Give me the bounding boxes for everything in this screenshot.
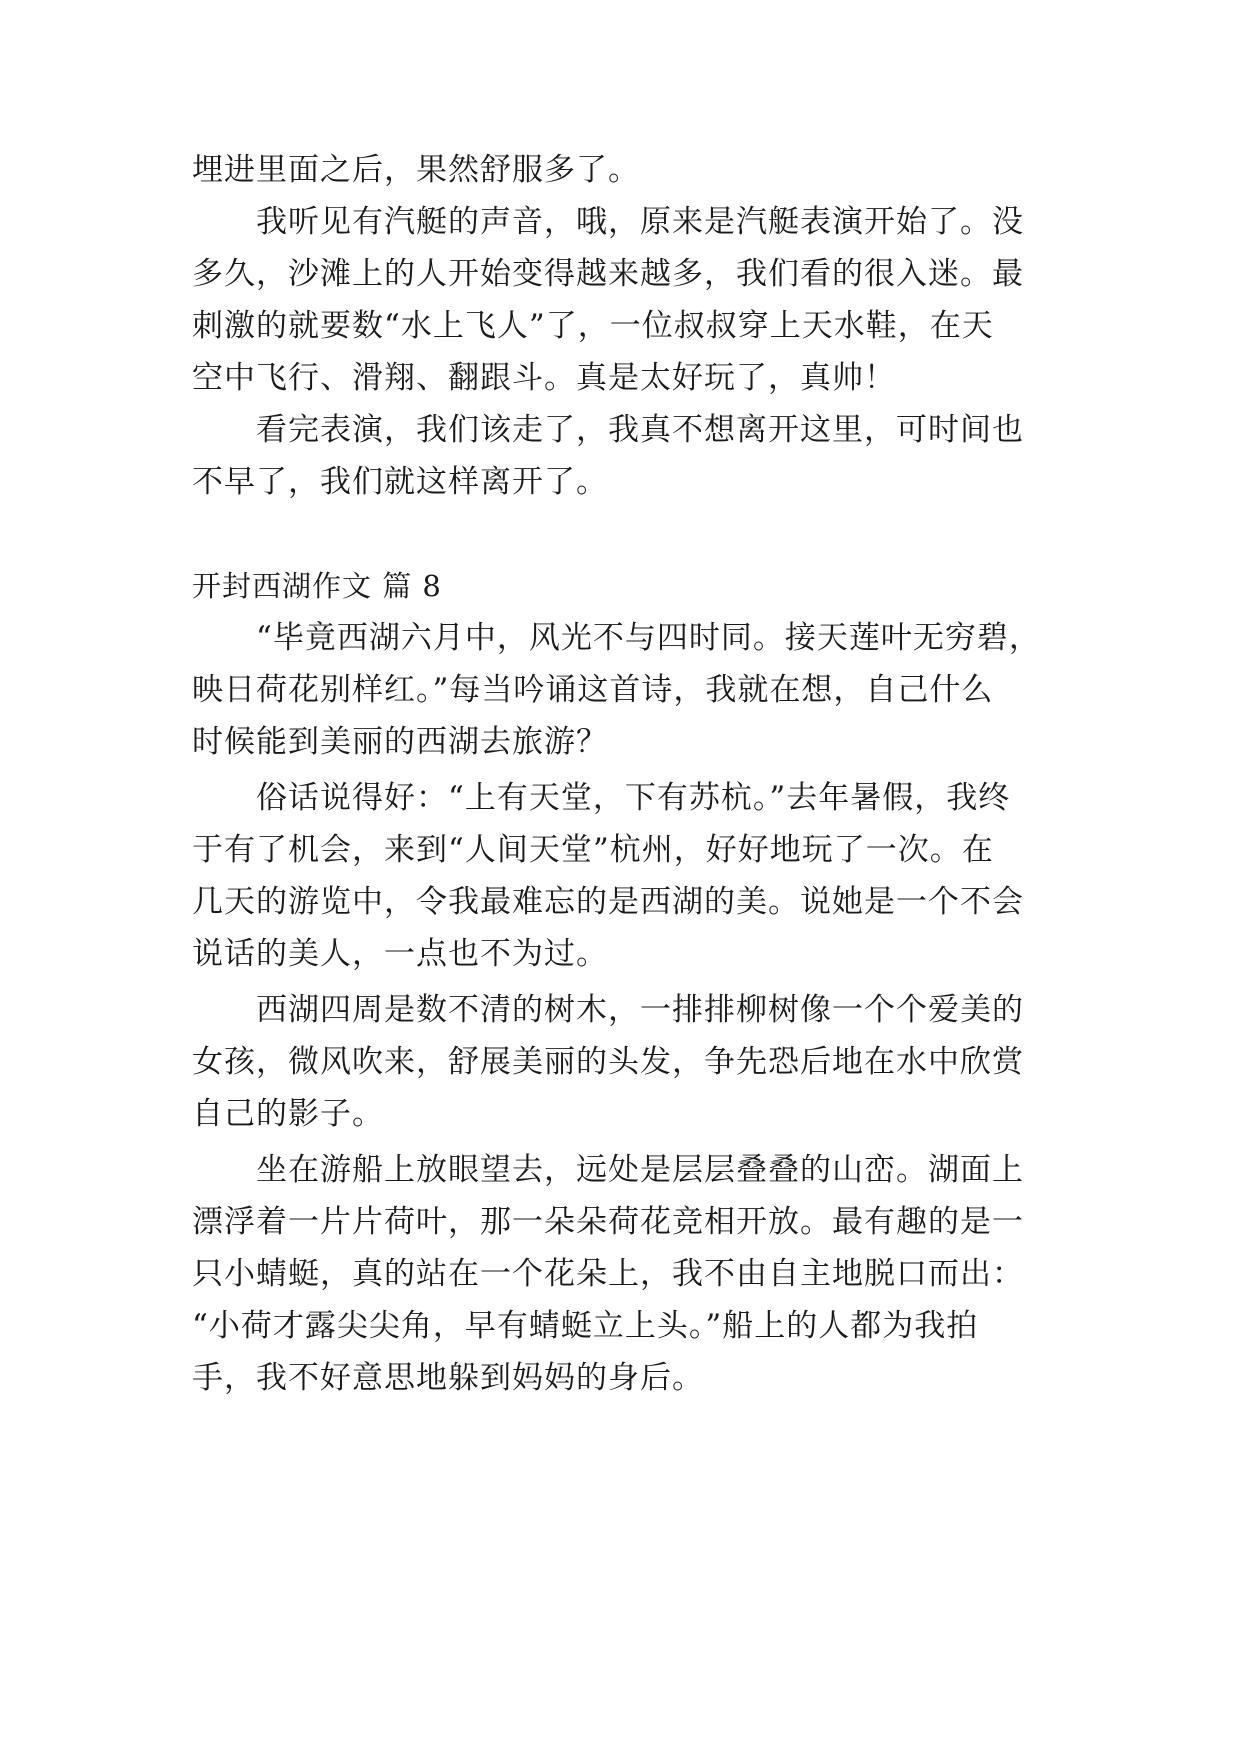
text-line: “毕竟西湖六月中，风光不与四时同。接天莲叶无穷碧， [192, 620, 1041, 656]
text-line: 埋进里面之后，果然舒服多了。 [192, 152, 640, 188]
text-line: 时候能到美丽的西湖去旅游？ [192, 724, 608, 760]
text-line: 映日荷花别样红。”每当吟诵这首诗，我就在想，自己什么 [192, 672, 994, 708]
text-line: 坐在游船上放眼望去，远处是层层叠叠的山峦。湖面上 [192, 1152, 1024, 1188]
text-line: 空中飞行、滑翔、翻跟斗。真是太好玩了，真帅！ [192, 360, 896, 396]
text-line: 于有了机会，来到“人间天堂”杭州，好好地玩了一次。在 [192, 832, 994, 868]
text-line: 俗话说得好：“上有天堂，下有苏杭。”去年暑假，我终 [192, 780, 1011, 816]
text-line: 手，我不好意思地躲到妈妈的身后。 [192, 1360, 704, 1396]
text-line: 几天的游览中，令我最难忘的是西湖的美。说她是一个不会 [192, 884, 1024, 920]
text-line: 看完表演，我们该走了，我真不想离开这里，可时间也 [192, 412, 1024, 448]
text-line: 我听见有汽艇的声音，哦，原来是汽艇表演开始了。没 [192, 204, 1024, 240]
text-line: 自己的影子。 [192, 1096, 384, 1132]
text-line: 女孩，微风吹来，舒展美丽的头发，争先恐后地在水中欣赏 [192, 1044, 1024, 1080]
text-line: 只小蜻蜓，真的站在一个花朵上，我不由自主地脱口而出： [192, 1256, 1024, 1292]
text-line: “小荷才露尖尖角，早有蜻蜓立上头。”船上的人都为我拍 [192, 1308, 979, 1344]
text-line: 多久，沙滩上的人开始变得越来越多，我们看的很入迷。最 [192, 256, 1024, 292]
text-line: 不早了，我们就这样离开了。 [192, 464, 608, 500]
text-line: 西湖四周是数不清的树木，一排排柳树像一个个爱美的 [192, 992, 1024, 1028]
text-line: 漂浮着一片片荷叶，那一朵朵荷花竞相开放。最有趣的是一 [192, 1204, 1024, 1240]
text-line: 说话的美人，一点也不为过。 [192, 936, 608, 972]
text-line: 刺激的就要数“水上飞人”了，一位叔叔穿上天水鞋，在天 [192, 308, 994, 344]
section-heading: 开封西湖作文 篇 8 [192, 569, 442, 603]
